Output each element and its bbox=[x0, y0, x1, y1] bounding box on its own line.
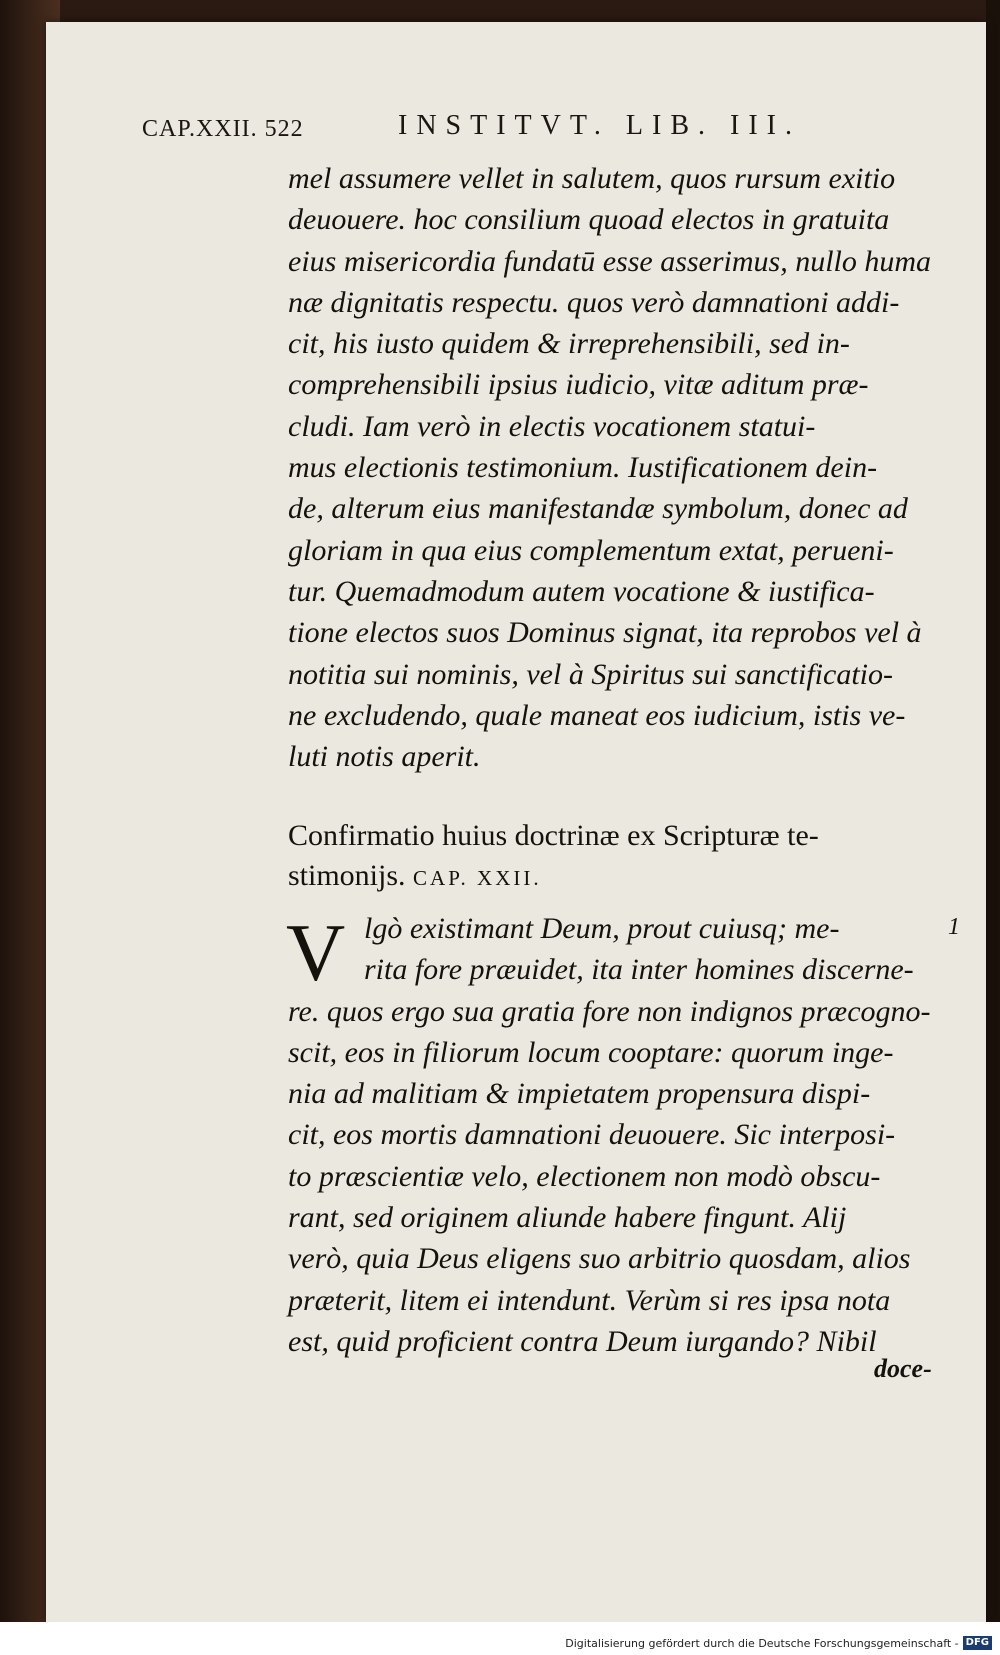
text-line bbox=[288, 908, 938, 949]
text-line: tur. Quemadmodum autem vocatione & iustifica- bbox=[288, 574, 875, 608]
text-line: cit, his iusto quidem & irreprehensibili, sed in- bbox=[288, 327, 850, 361]
text-line: præterit, litem ei intendunt. Verùm si res ipsa nota bbox=[288, 1283, 891, 1317]
text-line: ne excludendo, quale maneat eos iudicium, istis ve- bbox=[288, 698, 906, 732]
catchword: doce- bbox=[874, 1354, 932, 1383]
first-line-text: lgò existimant Deum, prout cuiusq; me- bbox=[364, 912, 840, 945]
text-line: rant, sed originem aliunde habere fingunt. Alij bbox=[288, 1201, 847, 1235]
running-title: INSTITVT. LIB. III. bbox=[398, 110, 801, 141]
text-line: cit, eos mortis damnationi deuouere. Sic interposi- bbox=[288, 1118, 896, 1152]
footer-credit bbox=[565, 1636, 992, 1650]
text-line: næ dignitatis respectu. quos verò damnationi addi- bbox=[288, 285, 900, 319]
body-text-bottom bbox=[288, 908, 938, 1362]
text-line: nia ad malitiam & impietatem propensura dispi- bbox=[288, 1077, 871, 1111]
text-line: notitia sui nominis, vel à Spiritus sui sanctificatio- bbox=[288, 657, 893, 691]
chapter-number: CAP. XXII. bbox=[413, 866, 542, 890]
text-line: to præscientiæ velo, electionem non modò obscu- bbox=[288, 1159, 881, 1193]
text-line: deuouere. hoc consilium quoad electos in gratuita bbox=[288, 203, 890, 237]
text-line: mel assumere vellet in salutem, quos rursum exitio bbox=[288, 162, 896, 195]
body-text-top bbox=[288, 158, 938, 777]
text-line: scit, eos in filiorum locum cooptare: quorum inge- bbox=[288, 1035, 894, 1069]
heading-line-1: Confirmatio huius doctrinæ ex Scripturæ te- bbox=[288, 819, 819, 852]
text-line: cludi. Iam verò in electis vocationem statui- bbox=[288, 409, 816, 443]
text-line: est, quid proficient contra Deum iurgando? Nibil bbox=[288, 1324, 877, 1358]
chapter-page-ref: CAP.XXII. 522 bbox=[142, 116, 304, 142]
margin-note: 1 bbox=[948, 914, 960, 940]
text-line: mus electionis testimonium. Iustificationem dein- bbox=[288, 451, 878, 485]
book-edge-right bbox=[986, 0, 1000, 1655]
text-line: luti notis aperit. bbox=[288, 740, 481, 774]
text-line: verò, quia Deus eligens suo arbitrio quosdam, alios bbox=[288, 1242, 911, 1276]
credit-text: Digitalisierung gefördert durch die Deutsche Forschungsgemeinschaft - bbox=[565, 1636, 959, 1650]
heading-line-2 bbox=[288, 856, 938, 898]
chapter-heading bbox=[288, 816, 938, 898]
text-line: de, alterum eius manifestandæ symbolum, donec ad bbox=[288, 492, 908, 526]
text-line: eius misericordia fundatū esse asserimus, nullo huma bbox=[288, 244, 932, 278]
drop-cap: V bbox=[286, 907, 346, 998]
text-line: comprehensibili ipsius iudicio, vitæ aditum præ- bbox=[288, 368, 869, 402]
text-line: re. quos ergo sua gratia fore non indignos præcogno- bbox=[288, 994, 931, 1028]
text-line: tione electos suos Dominus signat, ita reprobos vel à bbox=[288, 616, 922, 650]
dfg-logo: DFG bbox=[963, 1636, 992, 1650]
text-line: rita fore præuidet, ita inter homines discerne- bbox=[364, 953, 914, 987]
text-line: gloriam in qua eius complementum extat, perueni- bbox=[288, 533, 894, 567]
heading-line-2-text: stimonijs. bbox=[288, 859, 406, 892]
